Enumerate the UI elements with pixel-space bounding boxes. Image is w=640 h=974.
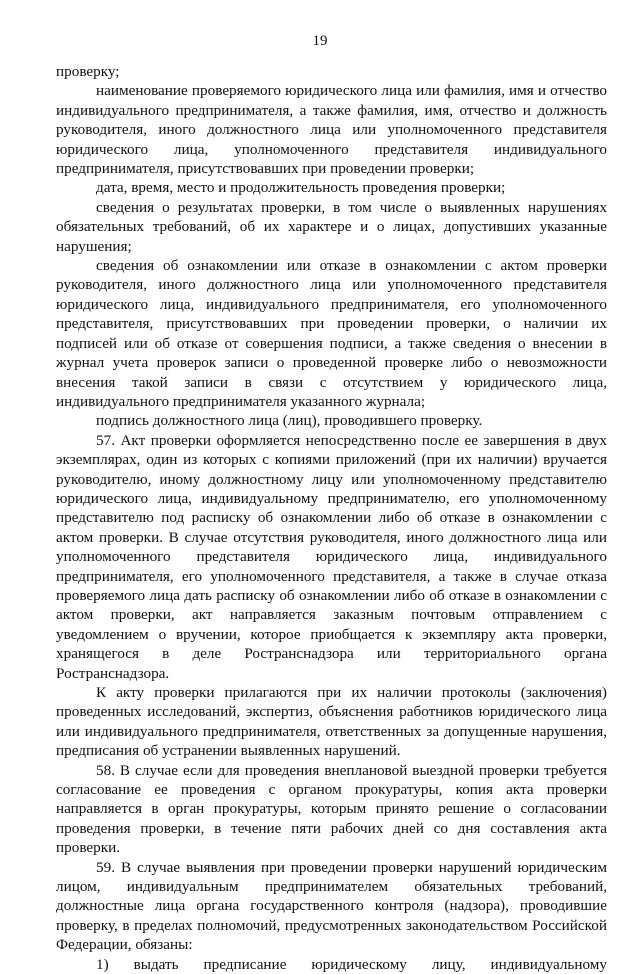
paragraph-clause-59-item-1: 1) выдать предписание юридическому лицу, индивидуальному: [96, 955, 607, 973]
page-number: 19: [312, 33, 328, 49]
paragraph-inspection-results: сведения о результатах проверки, в том числе о выявленных нарушениях обязательных требований, об их характере и о лицах, допустивших указанные нарушения;: [56, 198, 607, 255]
document-body: [56, 62, 607, 974]
paragraph-date-time-place: дата, время, место и продолжительность проведения проверки;: [96, 179, 506, 197]
paragraph-attachments: К акту проверки прилагаются при их наличии протоколы (заключения) проведенных исследований, экспертиз, объяснения работников юридического лица или индивидуального предпринимателя, ответственных за допущенные нарушения, предписания об устранении выявленных нарушений.: [56, 684, 607, 760]
paragraph-clause-58: 58. В случае если для проведения внеплановой выездной проверки требуется согласование ее проведения с органом прокуратуры, копия акта проверки направляется в орган прокуратуры, которым принято решение о согласовании проведения проверки, в течение пяти рабочих дней со дня составления акта проверки.: [56, 761, 607, 857]
paragraph-acquaintance-info: сведения об ознакомлении или отказе в ознакомлении с актом проверки руководителя, иного должностного лица или уполномоченного представителя юридического лица, индивидуального предпринимателя, его уполномоченного представителя, присутствовавших при проведении проверки, о наличии их подписей или об отказе от совершения подписи, а также сведения о внесении в журнал учета проверок записи о проведенной проверке либо о невозможности внесения такой записи в связи с отсутствием у юридического лица, индивидуального предпринимателя указанного журнала;: [56, 257, 607, 410]
paragraph-inspected-entity-name: наименование проверяемого юридического лица или фамилия, имя и отчество индивидуального предпринимателя, а также фамилия, имя, отчество и должность руководителя, иного должностного лица или уполномоченного представителя юридического лица, уполномоченного представителя индивидуального предпринимателя, присутствовавших при проведении проверки;: [56, 82, 607, 178]
paragraph-official-signature: подпись должностного лица (лиц), проводившего проверку.: [96, 412, 483, 430]
paragraph-clause-59: 59. В случае выявления при проведении проверки нарушений юридическим лицом, индивидуальным предпринимателем обязательных требований, должностные лица органа государственного контроля (надзора), проводившие проверку, в пределах полномочий, предусмотренных законодательством Российской Федерации, обязаны:: [56, 858, 607, 954]
paragraph-clause-57: 57. Акт проверки оформляется непосредственно после ее завершения в двух экземплярах, один из которых с копиями приложений (при их наличии) вручается руководителю, иному должностному лицу или уполномоченному представителю юридического лица, индивидуальному предпринимателю, его уполномоченному представителю под расписку об ознакомлении либо об отказе в ознакомлении с актом проверки. В случае отсутствия руководителя, иного должностного лица или уполномоченного представителя юридического лица, индивидуального предпринимателя, его уполномоченного представителя, а также в случае отказа проверяемого лица дать расписку об ознакомлении либо об отказе в ознакомлении с актом проверки, акт направляется заказным почтовым отправлением с уведомлением о вручении, которое приобщается к экземпляру акта проверки, хранящегося в деле Ространснадзора или территориального органа Ространснадзора.: [56, 431, 607, 682]
paragraph-continuation: проверку;: [56, 63, 120, 80]
